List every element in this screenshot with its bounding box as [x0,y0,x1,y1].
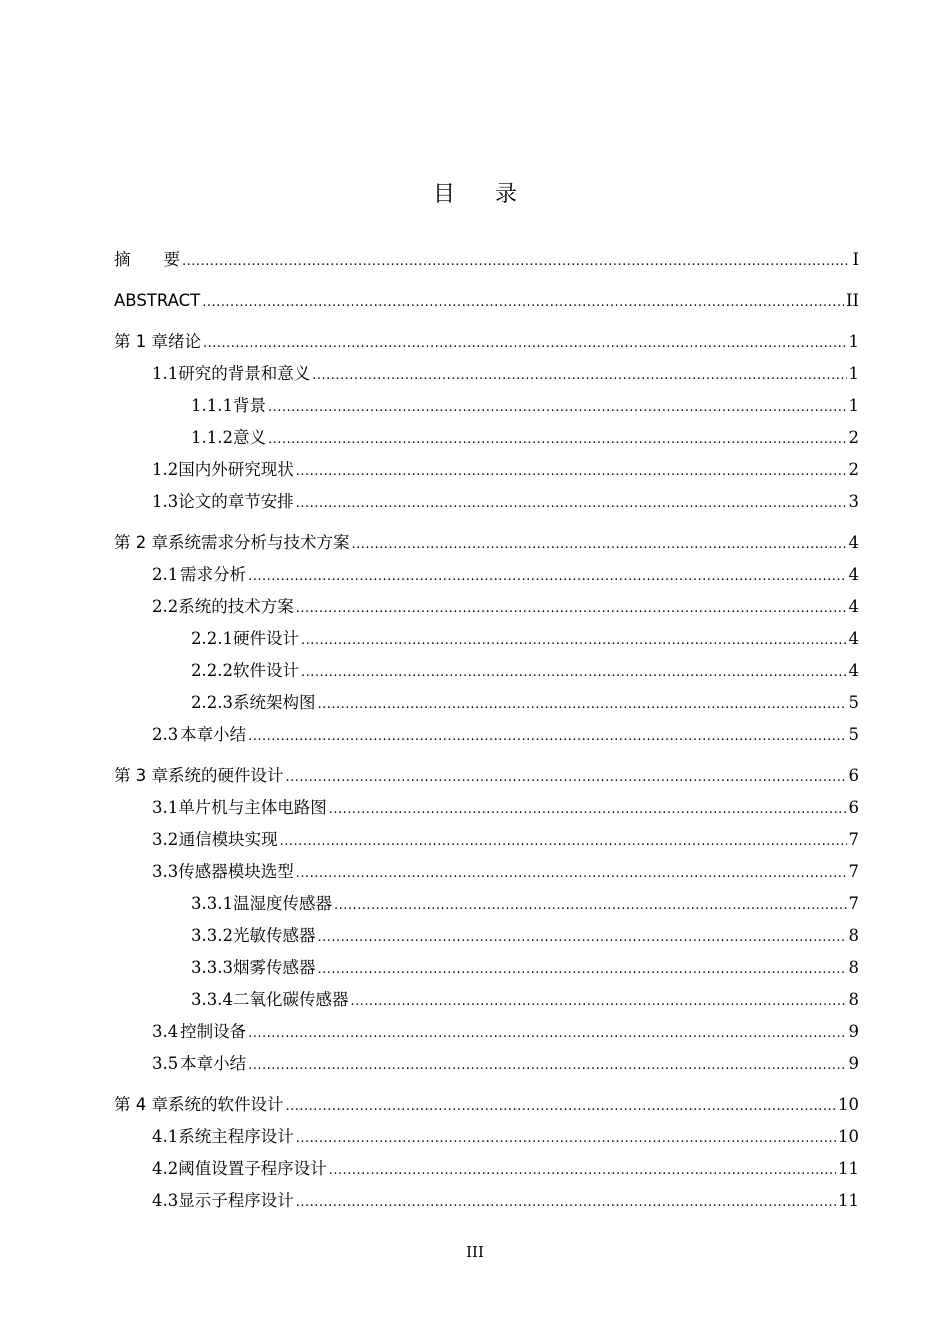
toc-entry-chapter-3[interactable] [114,765,859,787]
toc-entry-page: 10 [838,1095,859,1114]
toc-entry-text: 二氧化碳传感器 [232,990,349,1009]
toc-entry-page: 1 [848,364,859,383]
dot-leader [280,831,847,853]
dot-leader [317,694,846,716]
toc-entry-3-2[interactable] [114,829,859,851]
toc-entry-page: 9 [848,1022,859,1041]
toc-entry-text: 控制设备 [180,1022,247,1041]
toc-title: 目录 [432,182,557,207]
toc-entry-2-2[interactable] [114,596,859,618]
toc-entry-page: 1 [848,396,859,415]
toc-entry-4-3[interactable] [114,1190,859,1212]
toc-entry-number: 3.3.4 [191,990,233,1009]
toc-entry-4-2[interactable] [114,1158,859,1180]
dot-leader [248,1055,846,1077]
toc-entry-page: 2 [848,460,859,479]
toc-entry-page: 4 [848,597,859,616]
toc-entry-page: 9 [848,1054,859,1073]
toc-entry-number: 2.1 [152,565,179,584]
toc-entry-text: 本章小结 [180,1054,247,1073]
toc-entry-2-2-2[interactable] [114,660,859,682]
toc-entry-number: 3.3 [152,862,179,881]
toc-entry-2-1[interactable] [114,564,859,586]
dot-leader [350,991,846,1013]
toc-entry-3-4[interactable] [114,1021,859,1043]
toc-entry-page: I [852,250,859,269]
toc-entry-text: 意义 [232,428,266,447]
toc-entry-page: 2 [848,428,859,447]
toc-entry-text: 摘 要 [114,250,180,269]
toc-entry-page: 5 [848,725,859,744]
toc-entry-text: 背景 [232,396,266,415]
toc-entry-number: 3.2 [152,830,179,849]
toc-entry-text: 论文的章节安排 [178,492,294,511]
toc-entry-text: 光敏传感器 [232,926,316,945]
toc-entry-number: 2.2.1 [191,629,233,648]
dot-leader [296,461,847,483]
dot-leader [329,799,847,821]
toc-entry-2-2-1[interactable] [114,628,859,650]
toc-entry-number: 1.3 [152,492,179,511]
toc-entry-page: 4 [848,533,859,552]
dot-leader [268,429,847,451]
dot-leader [286,767,847,789]
toc-entry-3-3-2[interactable] [114,925,859,947]
dot-leader [248,726,846,748]
dot-leader [248,566,846,588]
toc-entry-1-3[interactable] [114,491,859,513]
toc-entry-page: 8 [848,926,859,945]
dot-leader [202,292,844,314]
toc-entry-text: 系统架构图 [232,693,316,712]
toc-entry-page: 3 [848,492,859,511]
toc-entry-number: 1.1.2 [191,428,233,447]
toc-entry-abstract-en[interactable] [114,290,859,312]
toc-entry-text: 系统的软件设计 [168,1095,284,1114]
toc-entry-page: 11 [838,1191,859,1210]
dot-leader [317,959,846,981]
toc-entry-number: 2.2 [152,597,179,616]
dot-leader [286,1096,837,1118]
toc-entry-text: 系统需求分析与技术方案 [168,533,350,552]
dot-leader [296,1192,836,1214]
toc-entry-page: 10 [838,1127,859,1146]
toc-entry-page: 11 [838,1159,859,1178]
dot-leader [312,365,846,387]
dot-leader [352,534,847,556]
toc-entry-number: 2.2.2 [191,661,233,680]
toc-entry-number: 2.3 [152,725,179,744]
toc-entry-text: 传感器模块选型 [178,862,294,881]
toc-entry-1-2[interactable] [114,459,859,481]
toc-entry-number: 3.3.2 [191,926,233,945]
toc-entry-3-3-4[interactable] [114,989,859,1011]
toc-entry-number: 第 2 章 [114,533,168,552]
toc-entry-number: 4.3 [152,1191,179,1210]
dot-leader [329,1160,836,1182]
toc-entry-number: 3.3.1 [191,894,233,913]
dot-leader [296,863,847,885]
toc-entry-number: 4.1 [152,1127,179,1146]
toc-entry-number: 1.1 [152,364,179,383]
toc-entry-page: 6 [848,766,859,785]
dot-leader [203,333,847,355]
page-number: III [466,1243,484,1261]
toc-entry-text: 需求分析 [180,565,247,584]
toc-entry-text: 研究的背景和意义 [178,364,311,383]
dot-leader [248,1023,846,1045]
dot-leader [296,493,847,515]
toc-entry-number: 第 3 章 [114,766,168,785]
toc-entry-number: 第 1 章 [114,332,168,351]
toc-entry-text: 绪论 [168,332,201,351]
toc-entry-1-1-2[interactable] [114,427,859,449]
toc-entry-2-3[interactable] [114,724,859,746]
toc-entry-number: 4.2 [152,1159,179,1178]
dot-leader [334,895,847,917]
toc-entry-page: 5 [848,693,859,712]
toc-entry-text: 通信模块实现 [178,830,278,849]
toc-entry-text: 烟雾传感器 [232,958,316,977]
toc-entry-3-3-3[interactable] [114,957,859,979]
toc-entry-number: 3.3.3 [191,958,233,977]
toc-entry-text: ABSTRACT [114,291,201,310]
toc-entry-text: 系统的硬件设计 [168,766,284,785]
toc-entry-number: 1.1.1 [191,396,233,415]
dot-leader [296,1128,836,1150]
toc-entry-number: 3.4 [152,1022,179,1041]
toc-entry-page: 6 [848,798,859,817]
toc-entry-text: 系统的技术方案 [178,597,294,616]
toc-entry-3-3[interactable] [114,861,859,883]
toc-entry-text: 本章小结 [180,725,247,744]
toc-entry-2-2-3[interactable] [114,692,859,714]
toc-entry-abstract-cn[interactable] [114,249,859,271]
toc-entry-page: 7 [848,830,859,849]
toc-entry-1-1-1[interactable] [114,395,859,417]
toc-entry-page: 4 [848,565,859,584]
toc-entry-4-1[interactable] [114,1126,859,1148]
toc-entry-page: 4 [848,629,859,648]
toc-entry-text: 软件设计 [232,661,299,680]
toc-entry-text: 阈值设置子程序设计 [178,1159,327,1178]
toc-entry-chapter-1[interactable] [114,331,859,353]
toc-entry-number: 3.5 [152,1054,179,1073]
toc-entry-text: 温湿度传感器 [232,894,332,913]
toc-entry-3-5[interactable] [114,1053,859,1075]
toc-entry-3-1[interactable] [114,797,859,819]
dot-leader [182,251,850,273]
toc-entry-3-3-1[interactable] [114,893,859,915]
toc-entry-page: 4 [848,661,859,680]
toc-entry-text: 系统主程序设计 [178,1127,294,1146]
toc-entry-page: 8 [848,958,859,977]
toc-entry-text: 硬件设计 [232,629,299,648]
toc-entry-page: II [845,291,859,310]
dot-leader [301,630,847,652]
dot-leader [317,927,846,949]
toc-entry-number: 3.1 [152,798,179,817]
dot-leader [296,598,847,620]
dot-leader [301,662,847,684]
toc-entry-chapter-4[interactable] [114,1094,859,1116]
toc-entry-page: 7 [848,862,859,881]
toc-entry-chapter-2[interactable] [114,532,859,554]
toc-entry-number: 2.2.3 [191,693,233,712]
toc-entry-text: 国内外研究现状 [178,460,294,479]
toc-entry-page: 1 [848,332,859,351]
toc-entry-text: 单片机与主体电路图 [178,798,327,817]
toc-entry-page: 7 [848,894,859,913]
toc-entry-number: 第 4 章 [114,1095,168,1114]
toc-entry-1-1[interactable] [114,363,859,385]
toc-entry-text: 显示子程序设计 [178,1191,294,1210]
dot-leader [268,397,847,419]
toc-entry-page: 8 [848,990,859,1009]
toc-entry-number: 1.2 [152,460,179,479]
